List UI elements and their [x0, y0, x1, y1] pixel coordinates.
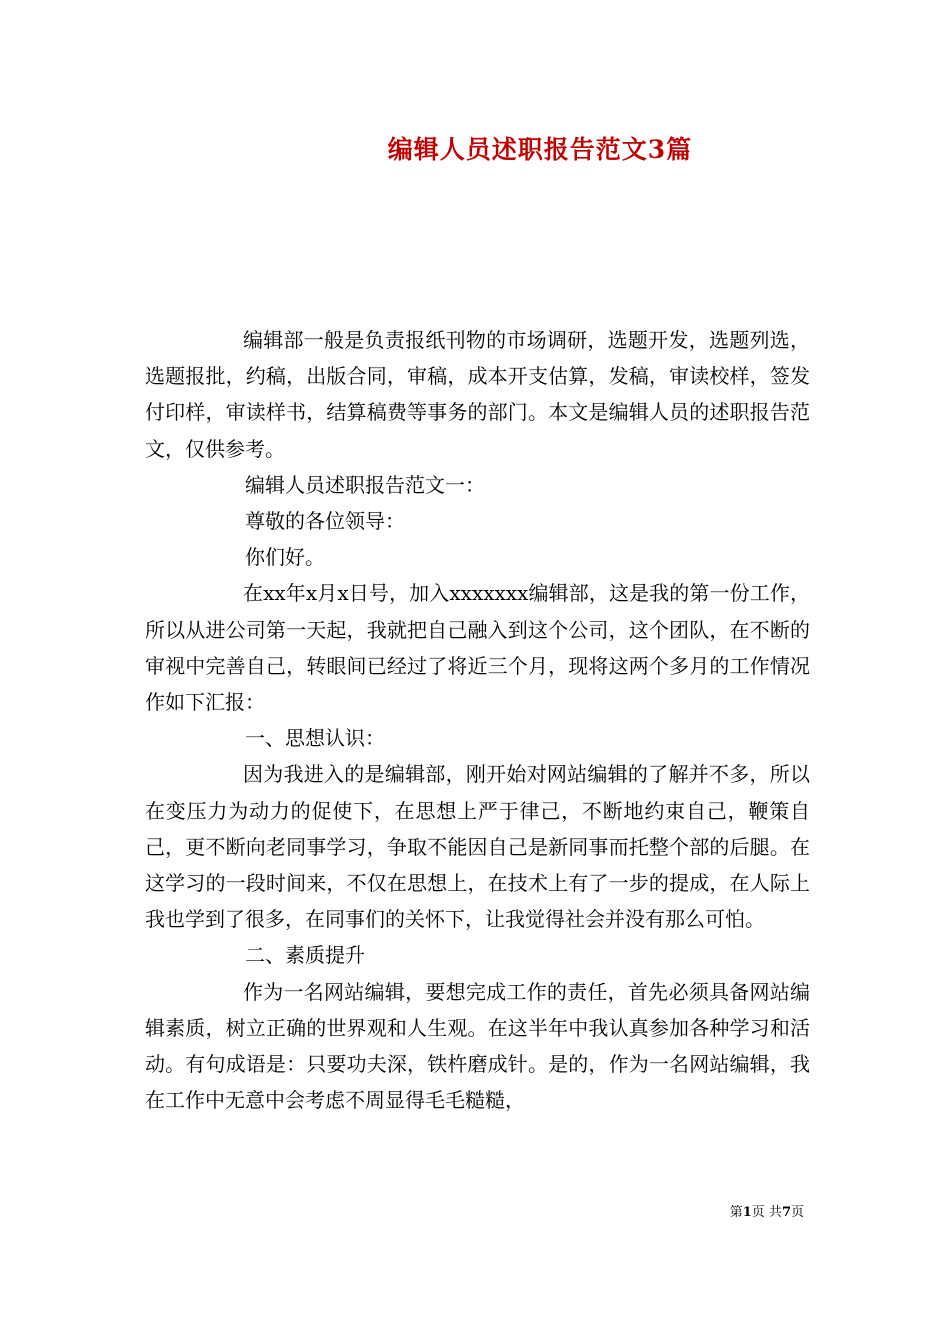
body-paragraph: 因为我进入的是编辑部，刚开始对网站编辑的了解并不多，所以在变压力为动力的促使下，在思想上严于律己，不断地约束自己，鞭策自己，更不断向老同事学习，争取不能因自己是新同事而托整个部的后腿。在这学习的一段时间来，不仅在思想上，在技术上有了一步的提成，在人际上我也学到了很多，在同事们的关怀下，让我觉得社会并没有那么可怕。 [145, 762, 810, 932]
footer-current-page: 1 [742, 1205, 752, 1220]
footer-middle: 页 共 [751, 1205, 782, 1220]
footer-total-pages: 7 [781, 1205, 791, 1220]
document-body [145, 322, 810, 1118]
footer-prefix: 第 [729, 1205, 743, 1220]
document-title: 编辑人员述职报告范文3篇 [387, 135, 693, 164]
section-heading-thinking: 一、思想认识： [245, 726, 385, 751]
page-footer [730, 1204, 804, 1222]
body-paragraph: 在xx年x月x日号，加入xxxxxxx编辑部，这是我的第一份工作，所以从进公司第一天起，我就把自己融入到这个公司，这个团队，在不断的审视中完善自己，转眼间已经过了将近三个月，现将这两个多月的工作情况作如下汇报： [145, 581, 810, 715]
section-heading-quality: 二、素质提升 [245, 943, 365, 968]
intro-paragraph: 编辑部一般是负责报纸刊物的市场调研，选题开发，选题列选，选题报批，约稿，出版合同，审稿，成本开支估算，发稿，审读校样，签发付印样，审读样书，结算稿费等事务的部门。本文是编辑人员的述职报告范文，仅供参考。 [145, 328, 810, 461]
body-paragraph: 作为一名网站编辑，要想完成工作的责任，首先必须具备网站编辑素质，树立正确的世界观和人生观。在这半年中我认真参加各种学习和活动。有句成语是：只要功夫深，铁杵磨成针。是的，作为一名网站编辑，我在工作中无意中会考虑不周显得毛毛糙糙， [145, 979, 810, 1113]
footer-suffix: 页 [790, 1205, 804, 1220]
greeting: 你们好。 [245, 545, 325, 570]
section-heading-sample-one: 编辑人员述职报告范文一： [245, 472, 485, 497]
salutation: 尊敬的各位领导： [245, 509, 405, 534]
